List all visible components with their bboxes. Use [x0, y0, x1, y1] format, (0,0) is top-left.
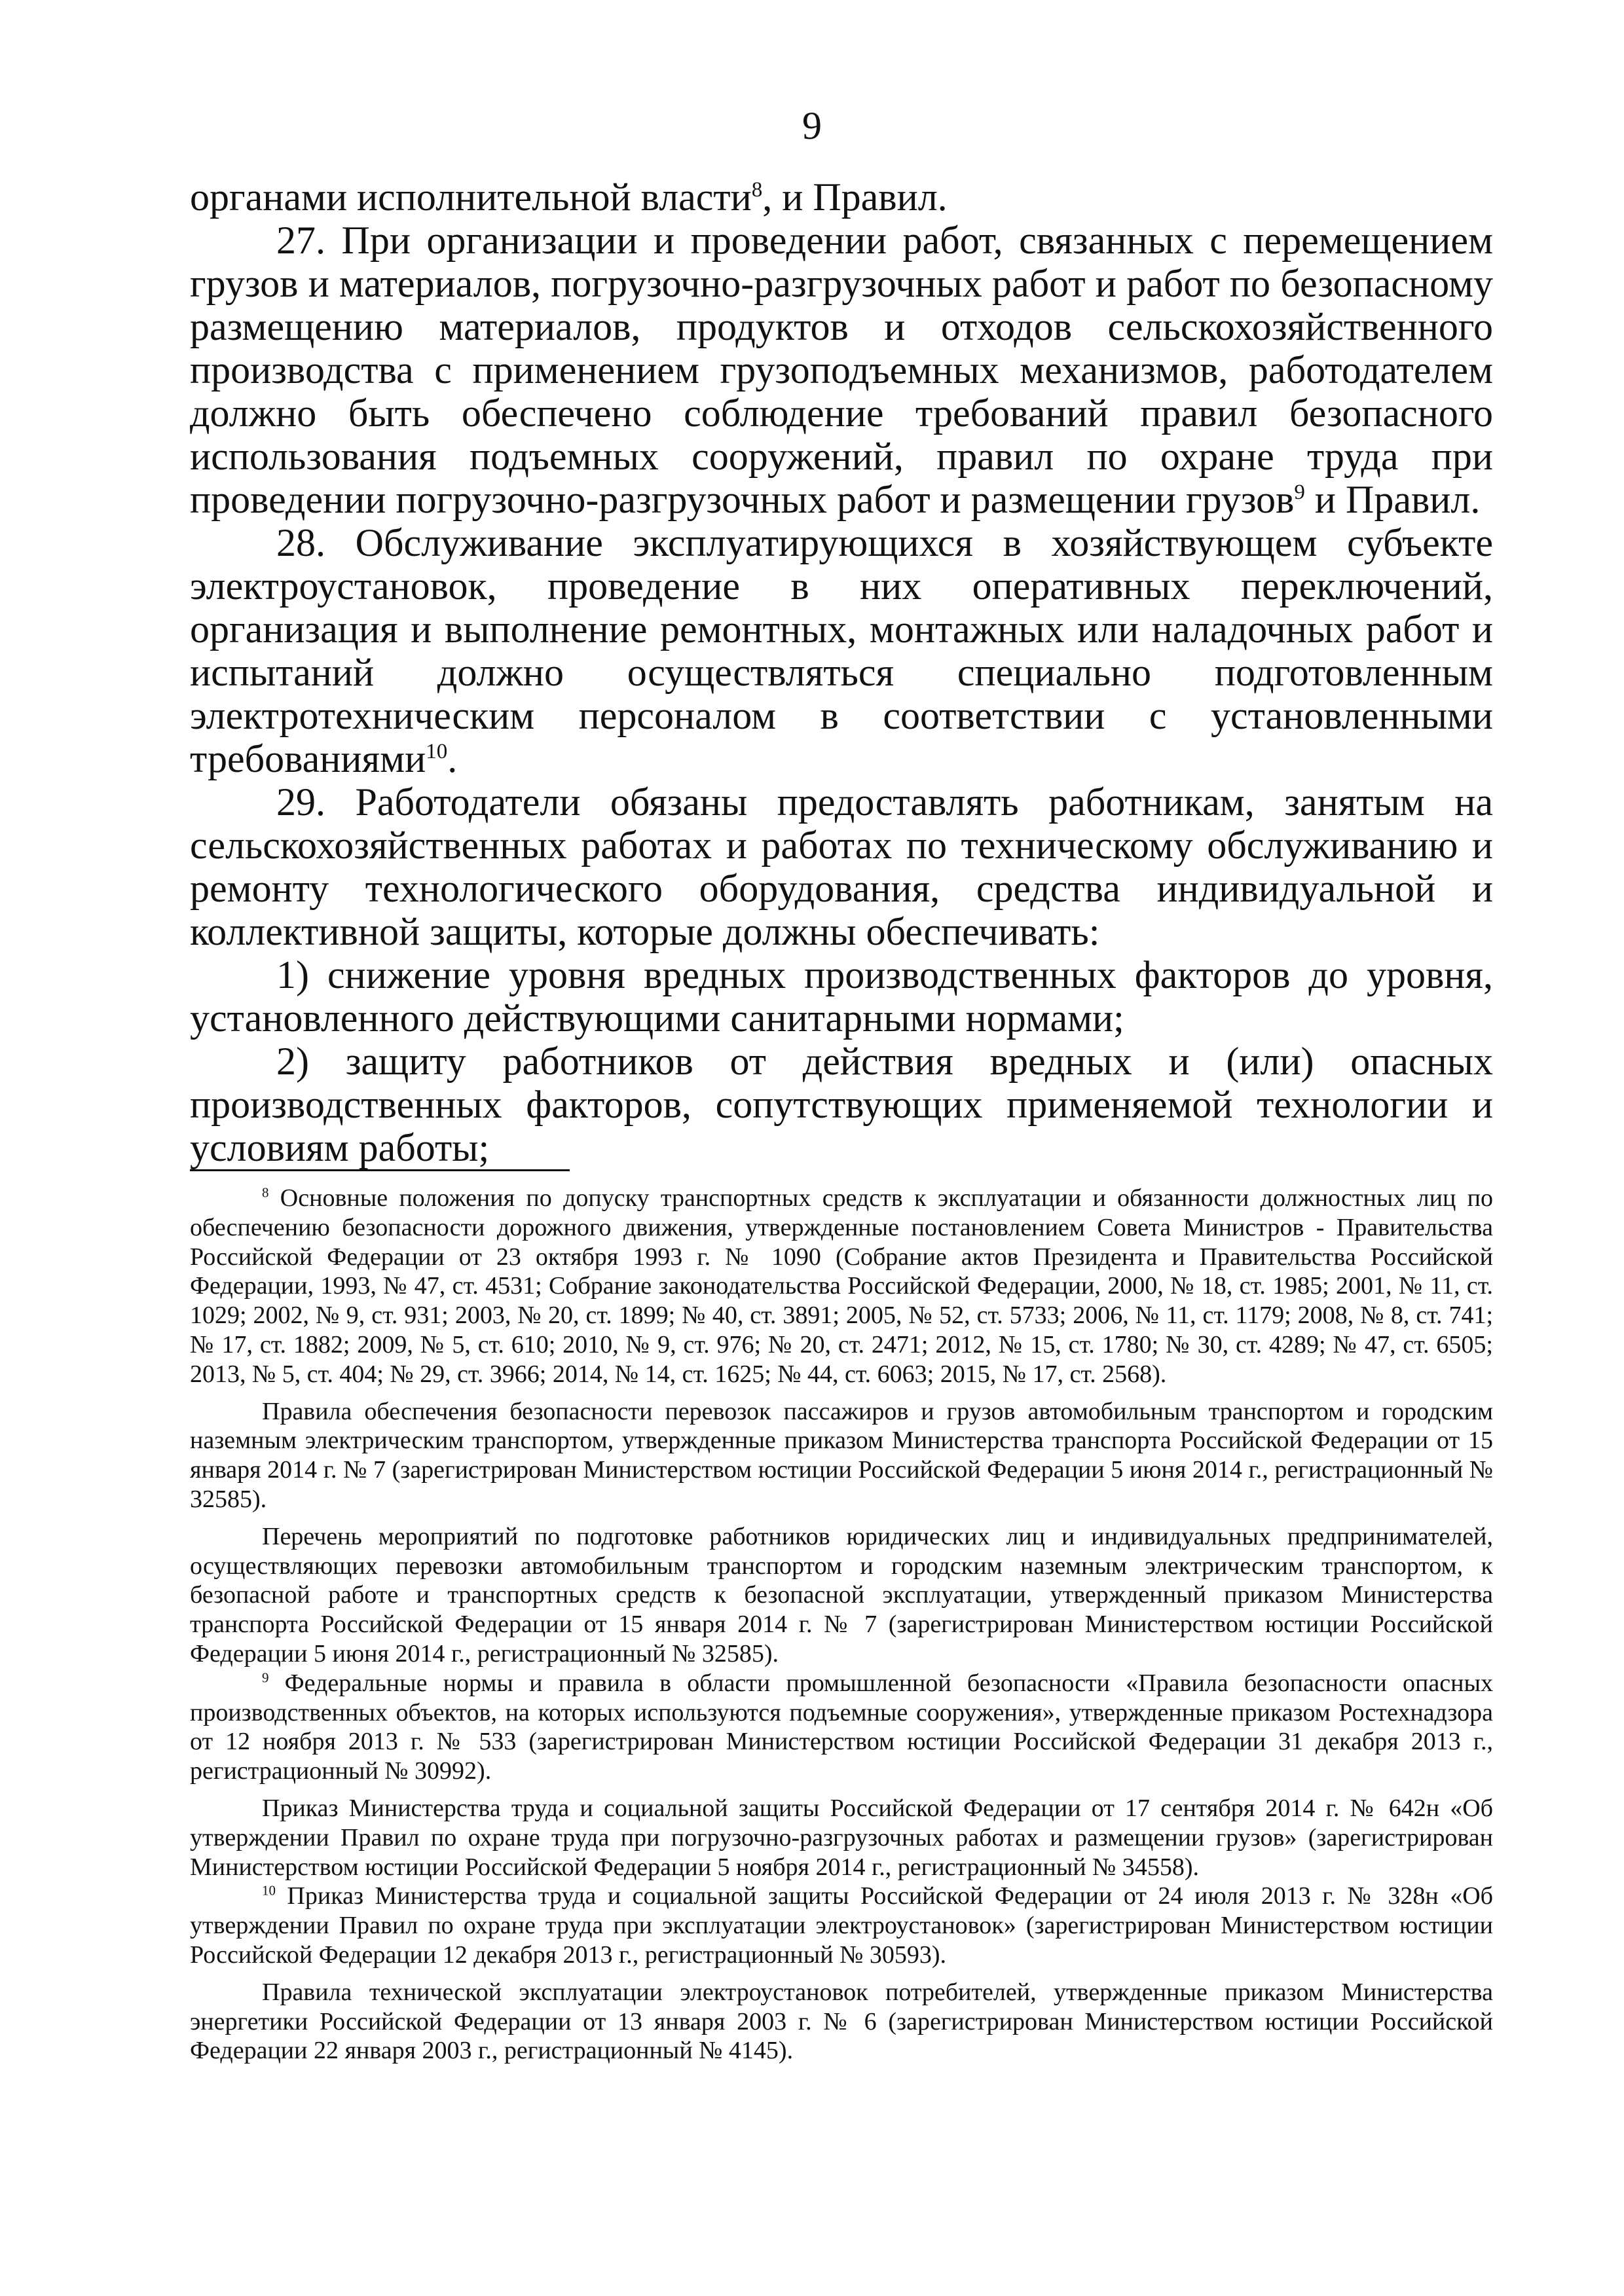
footnote-text: Основные положения по допуску транспортных средств к эксплуатации и обязанности должностных лиц по обеспечению безопасности дорожного движения, утвержденные постановлением Совета Министров - Правительства Российской Федерации от 23 октября 1993 г. № 1090 (Собрание актов Президента и Правительства Российской Федерации, 1993, № 47, ст. 4531; Собрание законодательства Российской Федерации, 2000, № 18, ст. 1985; 2001, № 11, ст. 1029; 2002, № 9, ст. 931; 2003, № 20, ст. 1899; № 40, ст. 3891; 2005, № 52, ст. 5733; 2006, № 11, ст. 1179; 2008, № 8, ст. 741; № 17, ст. 1882; 2009, № 5, ст. 610; 2010, № 9, ст. 976; № 20, ст. 2471; 2012, № 15, ст. 1780; № 30, ст. 4289; № 47, ст. 6505; 2013, № 5, ст. 404; № 29, ст. 3966; 2014, № 14, ст. 1625; № 44, ст. 6063; 2015, № 17, ст. 2568).: [190, 1184, 1493, 1388]
main-text: [190, 175, 1493, 1169]
footnote-separator: [190, 1169, 570, 1171]
footnote-10-cont-1: Правила технической эксплуатации электроустановок потребителей, утвержденные приказом Министерства энергетики Российской Федерации от 13 января 2003 г. № 6 (зарегистрирован Министерством юстиции Российской Федерации 22 января 2003 г., регистрационный № 4145).: [190, 1978, 1493, 2065]
footnote-text: Федеральные нормы и правила в области промышленной безопасности «Правила безопасности опасных производственных объектов, на которых используются подъемные сооружения», утвержденные приказом Ростехнадзора от 12 ноября 2013 г. № 533 (зарегистрирован Министерством юстиции Российской Федерации 31 декабря 2013 г., регистрационный № 30992).: [190, 1669, 1493, 1785]
paragraph-text: органами исполнительной власти: [190, 175, 752, 219]
paragraph-tail: и Правил.: [1304, 478, 1481, 521]
paragraph-tail: .: [447, 737, 458, 780]
footnote-number: 10: [262, 1882, 276, 1899]
page-number: 9: [802, 104, 822, 147]
paragraph-text: 28. Обслуживание эксплуатирующихся в хозяйствующем субъекте электроустановок, проведение в них оперативных переключений, организация и выполнение ремонтных, монтажных или наладочных работ и испытаний должно осуществляться специально подготовленным электротехническим персоналом в соответствии с установленными требованиями: [190, 521, 1493, 780]
footnote-number: 9: [262, 1669, 269, 1686]
footnote-text: Приказ Министерства труда и социальной защиты Российской Федерации от 24 июля 2013 г. № 328н «Об утверждении Правил по охране труда при эксплуатации электроустановок» (зарегистрирован Министерством юстиции Российской Федерации 12 декабря 2013 г., регистрационный № 30593).: [190, 1882, 1493, 1969]
footnote-ref-8: 8: [751, 178, 763, 202]
footnote-ref-9: 9: [1294, 481, 1305, 504]
paragraph-27: [190, 219, 1493, 521]
list-item-1: 1) снижение уровня вредных производственных факторов до уровня, установленного действующими санитарными нормами;: [190, 953, 1493, 1040]
footnotes: [190, 1184, 1493, 2066]
footnote-8-cont-1: Правила обеспечения безопасности перевозок пассажиров и грузов автомобильным транспортом и городским наземным электрическим транспортом, утвержденные приказом Министерства транспорта Российской Федерации от 15 января 2014 г. № 7 (зарегистрирован Министерством юстиции Российской Федерации 5 июня 2014 г., регистрационный № 32585).: [190, 1397, 1493, 1513]
footnote-number: 8: [262, 1184, 269, 1201]
footnote-8-cont-2: Перечень мероприятий по подготовке работников юридических лиц и индивидуальных предпринимателей, осуществляющих перевозки автомобильным транспортом и городским наземным электрическим транспортом, к безопасной работе и транспортных средств к безопасной эксплуатации, утвержденный приказом Министерства транспорта Российской Федерации от 15 января 2014 г. № 7 (зарегистрирован Министерством юстиции Российской Федерации 5 июня 2014 г., регистрационный № 32585).: [190, 1522, 1493, 1667]
footnote-9: [190, 1669, 1493, 1786]
footnote-ref-10: 10: [426, 740, 448, 763]
list-item-2: 2) защиту работников от действия вредных и (или) опасных производственных факторов, сопутствующих применяемой технологии и условиям работы;: [190, 1040, 1493, 1169]
footnote-8: [190, 1184, 1493, 1389]
paragraph-continuation: [190, 175, 1493, 219]
paragraph-tail: , и Правил.: [762, 175, 948, 219]
footnote-9-cont-1: Приказ Министерства труда и социальной защиты Российской Федерации от 17 сентября 2014 г. № 642н «Об утверждении Правил по охране труда при погрузочно-разгрузочных работах и размещении грузов» (зарегистрирован Министерством юстиции Российской Федерации 5 ноября 2014 г., регистрационный № 34558).: [190, 1794, 1493, 1881]
paragraph-text: 27. При организации и проведении работ, связанных с перемещением грузов и материалов, погрузочно-разгрузочных работ и работ по безопасному размещению материалов, продуктов и отходов сельскохозяйственного производства с применением грузоподъемных механизмов, работодателем должно быть обеспечено соблюдение требований правил безопасного использования подъемных сооружений, правил по охране труда при проведении погрузочно-разгрузочных работ и размещении грузов: [190, 219, 1493, 521]
footnote-10: [190, 1882, 1493, 1969]
paragraph-29: 29. Работодатели обязаны предоставлять работникам, занятым на сельскохозяйственных работах и работах по техническому обслуживанию и ремонту технологического оборудования, средства индивидуальной и коллективной защиты, которые должны обеспечивать:: [190, 780, 1493, 953]
paragraph-28: [190, 521, 1493, 780]
